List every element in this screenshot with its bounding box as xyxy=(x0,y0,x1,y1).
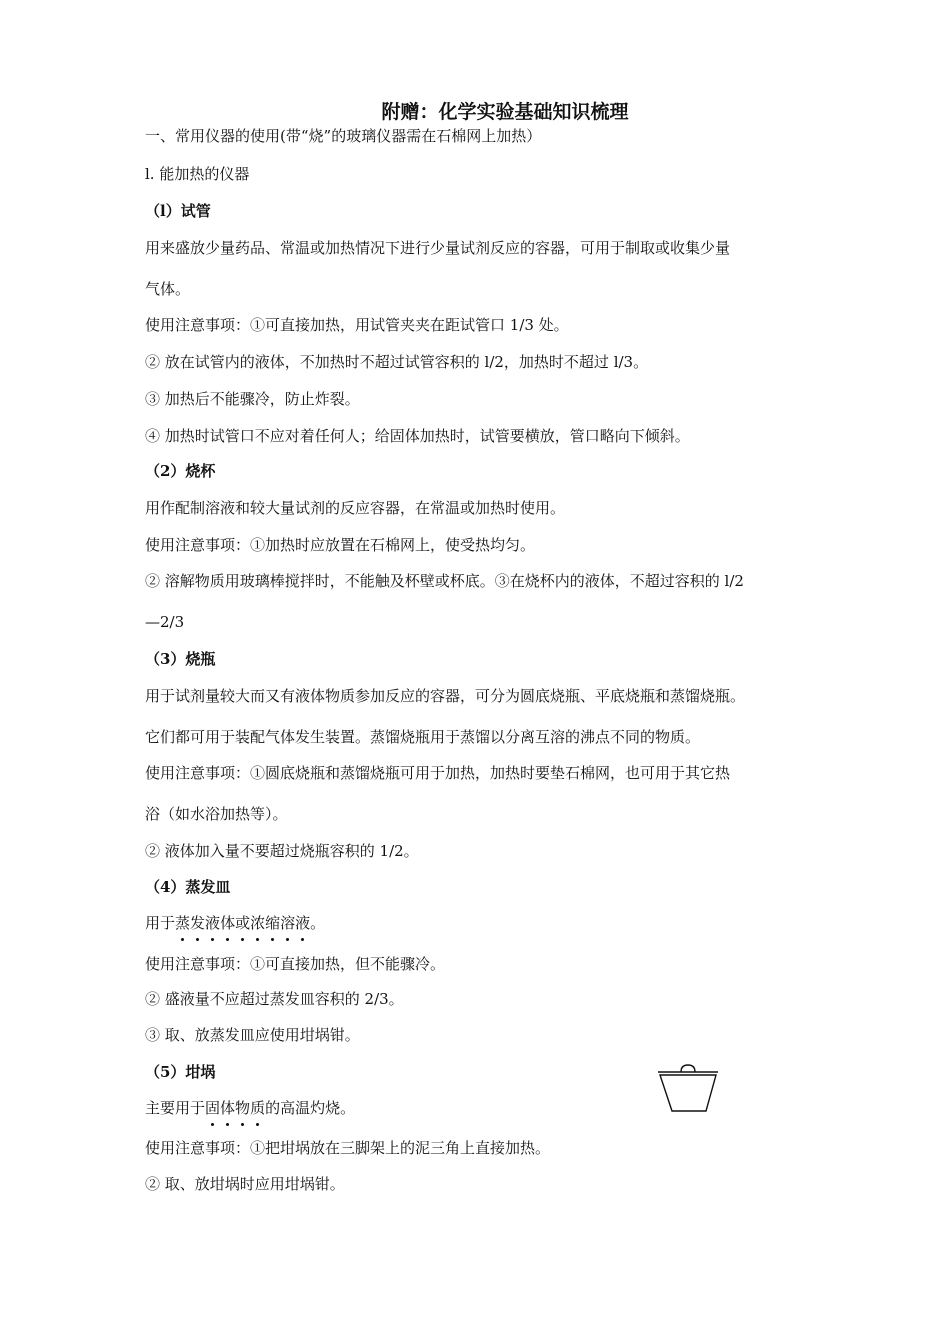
page-title: 附赠：化学实验基础知识梳理 xyxy=(381,101,629,123)
emphasis-char: 液 xyxy=(295,914,311,932)
paragraph-line: 浴（如水浴加热等）。 xyxy=(145,805,288,823)
item-heading-flask: （3）烧瓶 xyxy=(145,650,216,668)
item-heading-test-tube: （l）试管 xyxy=(145,202,211,220)
emphasis-dotted-text xyxy=(175,914,310,932)
paragraph-line: 用来盛放少量药品、常温或加热情况下进行少量试剂反应的容器，可用于制取或收集少量 xyxy=(145,239,731,257)
paragraph-line: 使用注意事项：①可直接加热，用试管夹夹在距试管口 1/3 处。 xyxy=(145,316,569,334)
emphasis-char: 物 xyxy=(235,1099,251,1117)
emphasis-char: 液 xyxy=(205,914,221,932)
paragraph-line: 使用注意事项：①把坩埚放在三脚架上的泥三角上直接加热。 xyxy=(145,1139,551,1157)
emphasis-char: 质 xyxy=(250,1099,266,1117)
paragraph-line: ② 放在试管内的液体，不加热时不超过试管容积的 l/2，加热时不超过 l/3。 xyxy=(145,353,649,371)
paragraph-line-emphasis xyxy=(145,1098,355,1118)
paragraph-line: ② 液体加入量不要超过烧瓶容积的 1/2。 xyxy=(145,842,419,860)
text-run: 主要用于 xyxy=(145,1099,206,1117)
emphasis-dotted-text xyxy=(205,1099,265,1117)
paragraph-line: ② 盛液量不应超过蒸发皿容积的 2/3。 xyxy=(145,990,404,1008)
text-run: 用于 xyxy=(145,914,176,932)
paragraph-line: ③ 取、放蒸发皿应使用坩埚钳。 xyxy=(145,1026,360,1044)
paragraph-line: 用于试剂量较大而又有液体物质参加反应的容器，可分为圆底烧瓶、平底烧瓶和蒸馏烧瓶。 xyxy=(145,687,746,705)
emphasis-char: 体 xyxy=(220,1099,236,1117)
subsection-heading: l. 能加热的仪器 xyxy=(145,165,250,183)
item-heading-beaker: （2）烧杯 xyxy=(145,462,216,480)
emphasis-char: 浓 xyxy=(250,914,266,932)
paragraph-line: ② 取、放坩埚时应用坩埚钳。 xyxy=(145,1175,345,1193)
emphasis-char: 发 xyxy=(190,914,206,932)
paragraph-line: 使用注意事项：①加热时应放置在石棉网上，使受热均匀。 xyxy=(145,536,536,554)
text-run: 的高温灼烧。 xyxy=(265,1099,356,1117)
paragraph-line: ③ 加热后不能骤冷，防止炸裂。 xyxy=(145,390,360,408)
paragraph-line: 用作配制溶液和较大量试剂的反应容器，在常温或加热时使用。 xyxy=(145,499,566,517)
paragraph-line-emphasis xyxy=(145,913,325,933)
emphasis-char: 固 xyxy=(205,1099,221,1117)
paragraph-line: 它们都可用于装配气体发生装置。蒸馏烧瓶用于蒸馏以分离互溶的沸点不同的物质。 xyxy=(145,728,701,746)
crucible-illustration xyxy=(656,1062,720,1116)
crucible-body xyxy=(660,1075,716,1111)
paragraph-line: ② 溶解物质用玻璃棒搅拌时，不能触及杯壁或杯底。③在烧杯内的液体，不超过容积的 l/2 xyxy=(145,572,744,590)
emphasis-char: 缩 xyxy=(265,914,281,932)
emphasis-char: 溶 xyxy=(280,914,296,932)
item-heading-evaporating-dish: （4）蒸发皿 xyxy=(145,878,231,896)
item-heading-crucible: （5）坩埚 xyxy=(145,1063,216,1081)
emphasis-char: 或 xyxy=(235,914,251,932)
paragraph-line: 使用注意事项：①圆底烧瓶和蒸馏烧瓶可用于加热，加热时要垫石棉网，也可用于其它热 xyxy=(145,764,731,782)
emphasis-char: 体 xyxy=(220,914,236,932)
paragraph-line: 气体。 xyxy=(145,280,191,298)
emphasis-char: 蒸 xyxy=(175,914,191,932)
paragraph-line: —2/3 xyxy=(145,613,185,631)
crucible-lid-knob xyxy=(681,1065,695,1072)
text-run: 。 xyxy=(310,914,326,932)
paragraph-line: 使用注意事项：①可直接加热，但不能骤冷。 xyxy=(145,955,446,973)
section-heading: 一、常用仪器的使用(带“烧”的玻璃仪器需在石棉网上加热） xyxy=(145,127,542,145)
paragraph-line: ④ 加热时试管口不应对着任何人；给固体加热时，试管要横放，管口略向下倾斜。 xyxy=(145,427,690,445)
